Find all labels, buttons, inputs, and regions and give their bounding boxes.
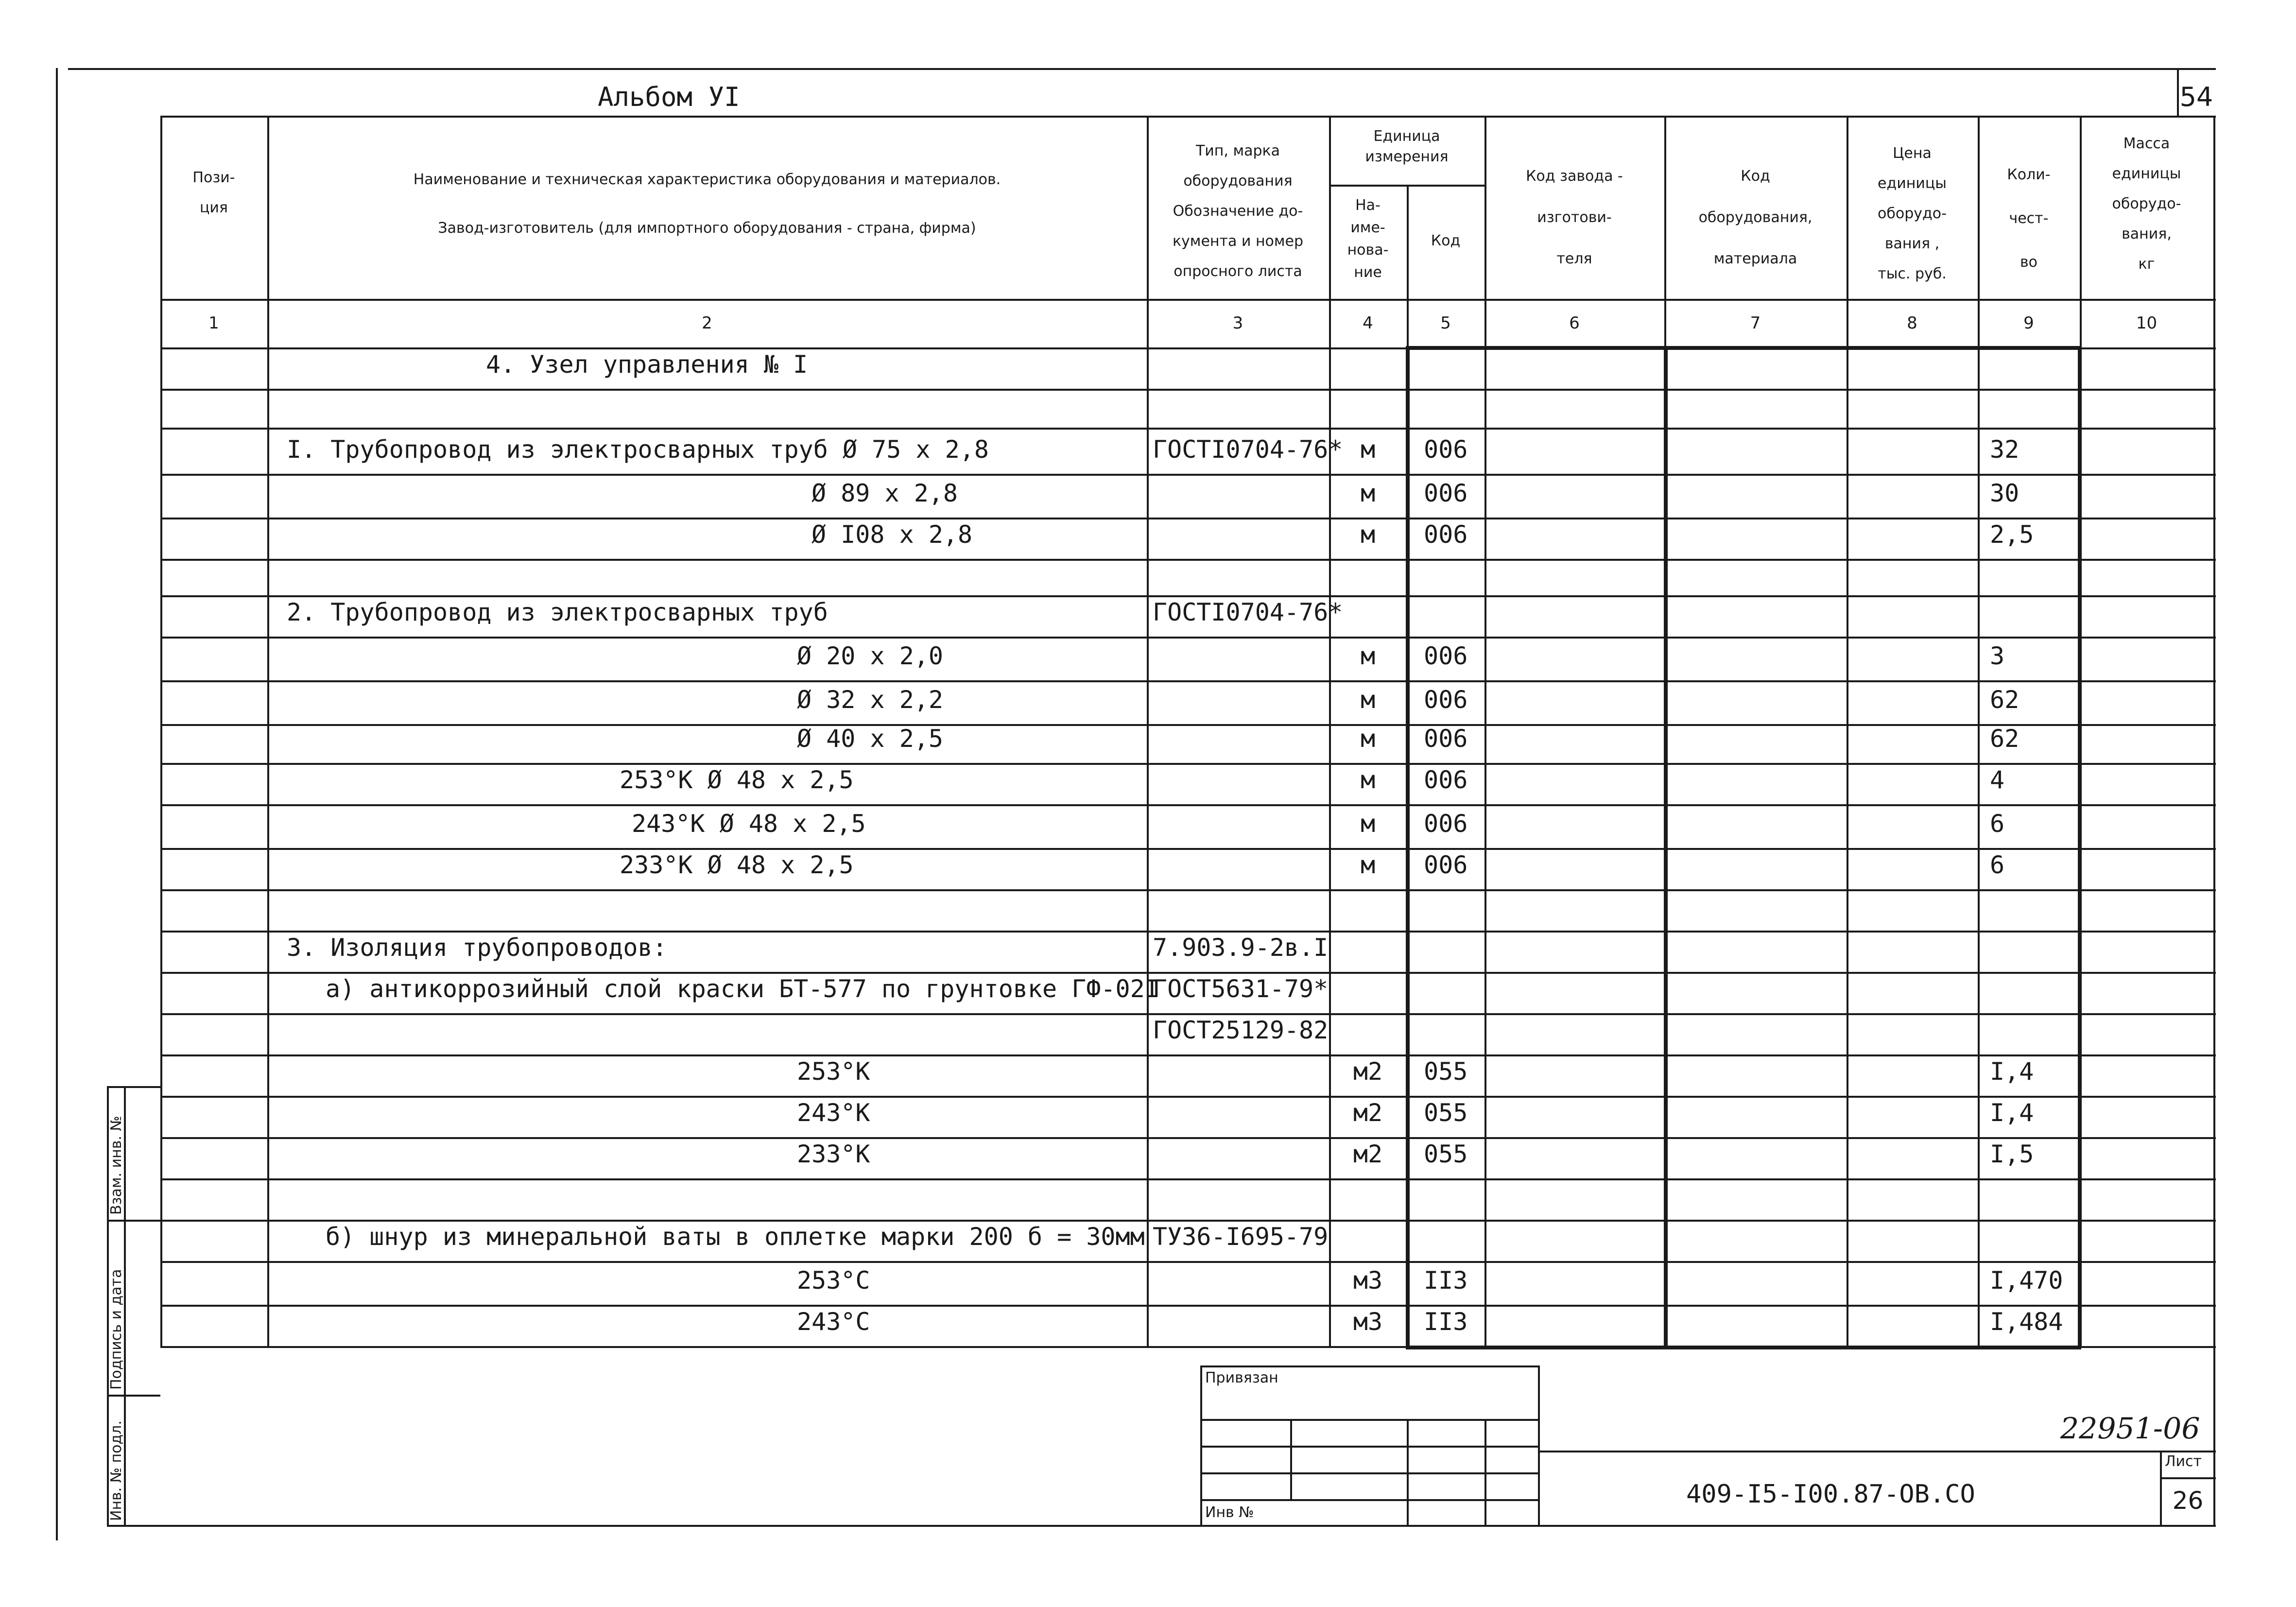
row-code: 006 <box>1424 810 1468 838</box>
handwritten-number: 22951-06 <box>2060 1412 2200 1446</box>
col-5-header <box>1407 226 1485 256</box>
col-7-line-1: Код <box>1741 168 1770 185</box>
stamp-row1 <box>1200 1419 1538 1421</box>
row-document: ГОСТ25129-82 <box>1153 1016 1329 1044</box>
row-code: 006 <box>1424 642 1468 670</box>
row-unit: м <box>1360 520 1376 549</box>
col-8-line-2: единицы <box>1878 175 1947 192</box>
row-quantity: I,484 <box>1990 1308 2063 1336</box>
stamp-top <box>1200 1365 1538 1367</box>
col-2-line-1: Наименование и техническая характеристика оборудования и материалов. <box>413 171 1001 188</box>
row-unit: м3 <box>1353 1308 1383 1336</box>
row-unit: м <box>1360 851 1376 879</box>
row-name: 243°С <box>797 1308 870 1336</box>
col-num-7: 7 <box>1750 313 1761 333</box>
sheet-number: 26 <box>2172 1486 2204 1515</box>
row-code: 055 <box>1424 1140 1468 1168</box>
col-4-line-3: нова- <box>1347 242 1389 259</box>
row-divider <box>160 1054 2216 1056</box>
col-3-line-1: Тип, марка <box>1195 142 1280 159</box>
stamp-inv: Инв № <box>1205 1504 1254 1521</box>
row-divider <box>160 518 2216 519</box>
col-10-line-2: единицы <box>2112 165 2181 182</box>
row-quantity: I,4 <box>1990 1057 2034 1086</box>
col-7-header <box>1664 156 1847 279</box>
row-code: II3 <box>1424 1308 1468 1336</box>
col-num-9: 9 <box>2023 313 2034 333</box>
row-name: 243°К <box>797 1099 870 1127</box>
col-6-line-1: Код завода - <box>1526 168 1623 185</box>
stamp-row4 <box>1200 1499 1538 1501</box>
unit-group-header: Единица измерения <box>1365 128 1449 165</box>
row-divider <box>160 637 2216 639</box>
col-5-line-1: Код <box>1431 232 1461 249</box>
stamp-col1 <box>1290 1419 1292 1499</box>
stamp-right <box>1538 1365 1540 1525</box>
frame-top <box>160 116 2216 118</box>
row-divider <box>160 804 2216 806</box>
row-code: 055 <box>1424 1099 1468 1127</box>
col-10-line-3: оборудо- <box>2112 195 2181 212</box>
row-code: 006 <box>1424 435 1468 464</box>
row-quantity: 3 <box>1990 642 2005 670</box>
frame-right <box>2213 116 2215 1525</box>
row-code: 006 <box>1424 686 1468 714</box>
row-code: 006 <box>1424 766 1468 794</box>
col-10-line-4: вания, <box>2122 225 2172 242</box>
row-quantity: I,4 <box>1990 1099 2034 1127</box>
row-name: 3. Изоляция трубопроводов: <box>287 933 667 962</box>
row-divider <box>160 559 2216 561</box>
top-edge <box>68 68 2216 70</box>
row-code: 006 <box>1424 851 1468 879</box>
row-name: Ø I08 х 2,8 <box>811 520 973 549</box>
col-8-line-1: Цена <box>1893 145 1932 162</box>
col-1-line-1: Пози- <box>192 169 235 186</box>
album-title: Альбом УI <box>598 82 740 112</box>
col-6-line-2: изготови- <box>1537 209 1612 226</box>
col-9-header <box>1978 153 2080 284</box>
row-divider <box>160 763 2216 765</box>
col-num-4: 4 <box>1363 313 1373 333</box>
row-code: 006 <box>1424 520 1468 549</box>
sheet-box-divider <box>2160 1477 2216 1479</box>
row-code: 006 <box>1424 725 1468 753</box>
side-label-sign: Подпись и дата <box>108 1269 125 1390</box>
row-name: 2. Трубопровод из электросварных труб <box>287 598 828 626</box>
row-divider <box>160 848 2216 850</box>
row-code: 055 <box>1424 1057 1468 1086</box>
row-document: ГОСТI0704-76* <box>1153 435 1343 464</box>
col-10-header <box>2080 129 2213 279</box>
col-3-line-4: кумента и номер <box>1172 233 1304 250</box>
col-9-line-3: во <box>2020 254 2038 271</box>
row-divider <box>160 389 2216 391</box>
col-8-header <box>1847 138 1978 289</box>
side-strip-div2 <box>107 1395 160 1397</box>
row-unit: м <box>1360 810 1376 838</box>
row-divider <box>160 1346 2216 1348</box>
col-4-header <box>1329 194 1407 284</box>
row-name: б) шнур из минеральной ваты в оплетке марки 200 б = 30мм <box>326 1223 1145 1251</box>
col-10-line-1: Масса <box>2123 135 2170 152</box>
col-num-6: 6 <box>1569 313 1580 333</box>
row-document: ГОСТ5631-79* <box>1153 975 1329 1003</box>
row-code: II3 <box>1424 1266 1468 1295</box>
col-1-line-2: ция <box>200 199 228 216</box>
col-10-line-5: кг <box>2138 256 2155 273</box>
row-name: 243°К Ø 48 х 2,5 <box>632 810 866 838</box>
sheet-label: Лист <box>2165 1453 2202 1470</box>
side-label-inv: Инв. № подл. <box>108 1420 125 1521</box>
col-2-line-2: Завод-изготовитель (для импортного оборудования - страна, фирма) <box>438 220 976 237</box>
top-page-number: 54 <box>2179 82 2213 112</box>
row-unit: м2 <box>1353 1099 1383 1127</box>
col-num-3: 3 <box>1232 313 1243 333</box>
row-name: Ø 40 х 2,5 <box>797 725 944 753</box>
binding-line <box>56 68 58 1540</box>
col-9-line-2: чест- <box>2009 210 2049 227</box>
row-divider <box>160 1178 2216 1180</box>
row-quantity: 62 <box>1990 686 2020 714</box>
row-divider <box>160 889 2216 891</box>
row-quantity: I,470 <box>1990 1266 2063 1295</box>
row-unit: м <box>1360 642 1376 670</box>
thick-line-c <box>2078 346 2082 1348</box>
col-num-5: 5 <box>1440 313 1451 333</box>
row-name: 253°К Ø 48 х 2,5 <box>620 766 854 794</box>
page-box-left <box>2177 68 2179 116</box>
stamp-row3 <box>1200 1472 1538 1474</box>
title-block-top <box>1538 1451 2216 1452</box>
side-label-replace: Взам. инв. № <box>108 1116 125 1215</box>
row-code: 006 <box>1424 479 1468 507</box>
side-strip-top <box>107 1086 160 1088</box>
numbers-bottom-line <box>160 347 2216 349</box>
col-4-line-1: На- <box>1355 197 1381 214</box>
stamp-row2 <box>1200 1446 1538 1448</box>
row-divider <box>160 1305 2216 1307</box>
row-name: 233°К <box>797 1140 870 1168</box>
frame-bottom <box>107 1525 2216 1527</box>
row-divider <box>160 1096 2216 1098</box>
col-8-line-4: вания , <box>1884 235 1940 252</box>
col-7-line-2: оборудования, <box>1698 209 1813 226</box>
row-document: ТУ36-I695-79 <box>1153 1223 1329 1251</box>
row-quantity: 30 <box>1990 479 2020 507</box>
thick-line-b <box>1664 346 1668 1348</box>
row-name: Ø 32 х 2,2 <box>797 686 944 714</box>
row-unit: м <box>1360 435 1376 464</box>
col-num-2: 2 <box>702 313 712 333</box>
row-document: ГОСТI0704-76* <box>1153 598 1343 626</box>
col-3-line-5: опросного листа <box>1174 263 1302 280</box>
col-num-8: 8 <box>1907 313 1917 333</box>
col-6-header <box>1485 156 1664 279</box>
sheet-box-left <box>2160 1451 2162 1525</box>
row-unit: м2 <box>1353 1140 1383 1168</box>
stamp-col2 <box>1407 1419 1409 1525</box>
row-name: 233°К Ø 48 х 2,5 <box>620 851 854 879</box>
doc-code: 409-I5-I00.87-ОВ.СО <box>1686 1480 1975 1509</box>
col-3-line-3: Обозначение до- <box>1173 203 1303 220</box>
row-quantity: 4 <box>1990 766 2005 794</box>
stamp-privyazan: Привязан <box>1205 1369 1278 1386</box>
row-divider <box>160 474 2216 476</box>
col-4-line-4: ние <box>1354 264 1382 281</box>
col-num-1: 1 <box>208 313 219 333</box>
row-name: а) антикоррозийный слой краски БТ-577 по грунтовке ГФ-02I <box>326 975 1159 1003</box>
row-quantity: 6 <box>1990 810 2005 838</box>
row-quantity: I,5 <box>1990 1140 2034 1168</box>
row-name: I. Трубопровод из электросварных труб Ø 75 х 2,8 <box>287 435 989 464</box>
col-1-header <box>160 163 267 223</box>
unit-group-line <box>1329 185 1485 187</box>
row-name: 253°С <box>797 1266 870 1295</box>
col-9-line-1: Коли- <box>2007 166 2051 183</box>
col-2-header <box>267 156 1147 253</box>
row-unit: м3 <box>1353 1266 1383 1295</box>
col-3-header <box>1147 136 1329 287</box>
row-quantity: 6 <box>1990 851 2005 879</box>
col-8-line-5: тыс. руб. <box>1878 265 1947 282</box>
col-7-line-3: материала <box>1713 250 1797 267</box>
row-name: 253°К <box>797 1057 870 1086</box>
col-3-line-2: оборудования <box>1183 173 1293 190</box>
row-divider <box>160 680 2216 682</box>
row-quantity: 62 <box>1990 725 2020 753</box>
col-8-line-3: оборудо- <box>1878 205 1947 222</box>
col-num-10: 10 <box>2136 313 2158 333</box>
row-quantity: 32 <box>1990 435 2020 464</box>
row-unit: м <box>1360 766 1376 794</box>
col-6-line-3: теля <box>1556 250 1592 267</box>
row-divider <box>160 1261 2216 1263</box>
row-quantity: 2,5 <box>1990 520 2034 549</box>
row-unit: м <box>1360 479 1376 507</box>
row-name: Ø 20 х 2,0 <box>797 642 944 670</box>
row-divider <box>160 724 2216 726</box>
row-unit: м2 <box>1353 1057 1383 1086</box>
row-divider <box>160 1137 2216 1139</box>
row-unit: м <box>1360 686 1376 714</box>
side-strip-div1 <box>107 1220 160 1222</box>
row-name: Ø 89 х 2,8 <box>811 479 958 507</box>
row-document: 7.903.9-2в.I <box>1153 933 1329 962</box>
row-unit: м <box>1360 725 1376 753</box>
row-name: 4. Узел управления № I <box>486 350 808 379</box>
stamp-col3 <box>1485 1419 1486 1525</box>
col-4-line-2: име- <box>1350 219 1385 236</box>
